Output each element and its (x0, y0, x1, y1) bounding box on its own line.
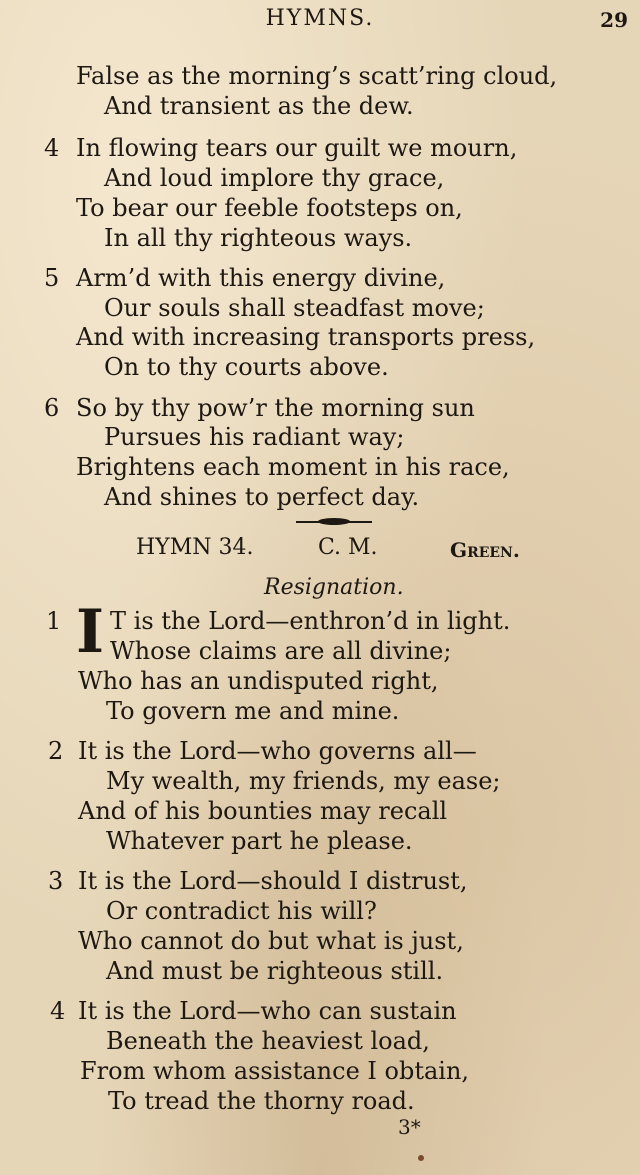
stanza-number: 1 (46, 607, 62, 635)
verse-line: From whom assistance I obtain, (80, 1057, 470, 1085)
verse-line: To tread the thorny road. (108, 1087, 415, 1115)
verse-line: Who has an undisputed right, (78, 667, 439, 695)
verse-line: It is the Lord—who can sustain (78, 997, 457, 1025)
verse-line: And with increasing transports press, (76, 323, 536, 351)
verse-line: To govern me and mine. (106, 697, 400, 725)
signature-mark: 3* (398, 1115, 421, 1139)
stanza-number: 3 (48, 867, 64, 895)
ink-dot (418, 1155, 424, 1161)
verse-line: Whatever part he please. (106, 827, 413, 855)
verse-line: So by thy pow’r the morning sun (76, 394, 475, 422)
verse-line: To bear our feeble footsteps on, (76, 194, 463, 222)
hymn-subtitle: Resignation. (264, 575, 404, 600)
verse-line: It is the Lord—should I distrust, (78, 867, 468, 895)
verse-line: My wealth, my friends, my ease; (106, 767, 501, 795)
verse-line: Who cannot do but what is just, (78, 927, 464, 955)
ornamental-rule-center (318, 518, 350, 525)
stanza-number: 4 (44, 134, 60, 162)
verse-line: Beneath the heaviest load, (106, 1027, 430, 1055)
drop-cap: I (76, 597, 105, 667)
verse-line: In flowing tears our guilt we mourn, (76, 134, 518, 162)
verse-line: Brightens each moment in his race, (76, 453, 510, 481)
verse-line: Our souls shall steadfast move; (104, 294, 485, 322)
verse-line: T is the Lord—enthron’d in light. (110, 607, 511, 635)
verse-line: In all thy righteous ways. (104, 224, 413, 252)
verse-line: And of his bounties may recall (78, 797, 448, 825)
verse-line: Or contradict his will? (106, 897, 377, 925)
hymn-title: HYMN 34. (136, 535, 254, 560)
verse-line: On to thy courts above. (104, 353, 389, 381)
page-number: 29 (600, 8, 628, 32)
stanza-number: 6 (44, 394, 60, 422)
stanza-number: 4 (50, 997, 66, 1025)
verse-line: And transient as the dew. (104, 92, 414, 120)
verse-line: Pursues his radiant way; (104, 423, 405, 451)
verse-line: Whose claims are all divine; (110, 637, 452, 665)
stanza-number: 5 (44, 264, 60, 292)
running-head: HYMNS. (265, 6, 375, 31)
verse-line: And shines to perfect day. (104, 483, 420, 511)
hymn-meter: C. M. (318, 535, 378, 560)
stanza-number: 2 (48, 737, 64, 765)
verse-line: Arm’d with this energy divine, (76, 264, 446, 292)
verse-line: It is the Lord—who governs all— (78, 737, 477, 765)
hymn-tune: Green. (450, 538, 520, 562)
verse-line: False as the morning’s scatt’ring cloud, (76, 62, 558, 90)
verse-line: And must be righteous still. (106, 957, 444, 985)
verse-line: And loud implore thy grace, (104, 164, 445, 192)
